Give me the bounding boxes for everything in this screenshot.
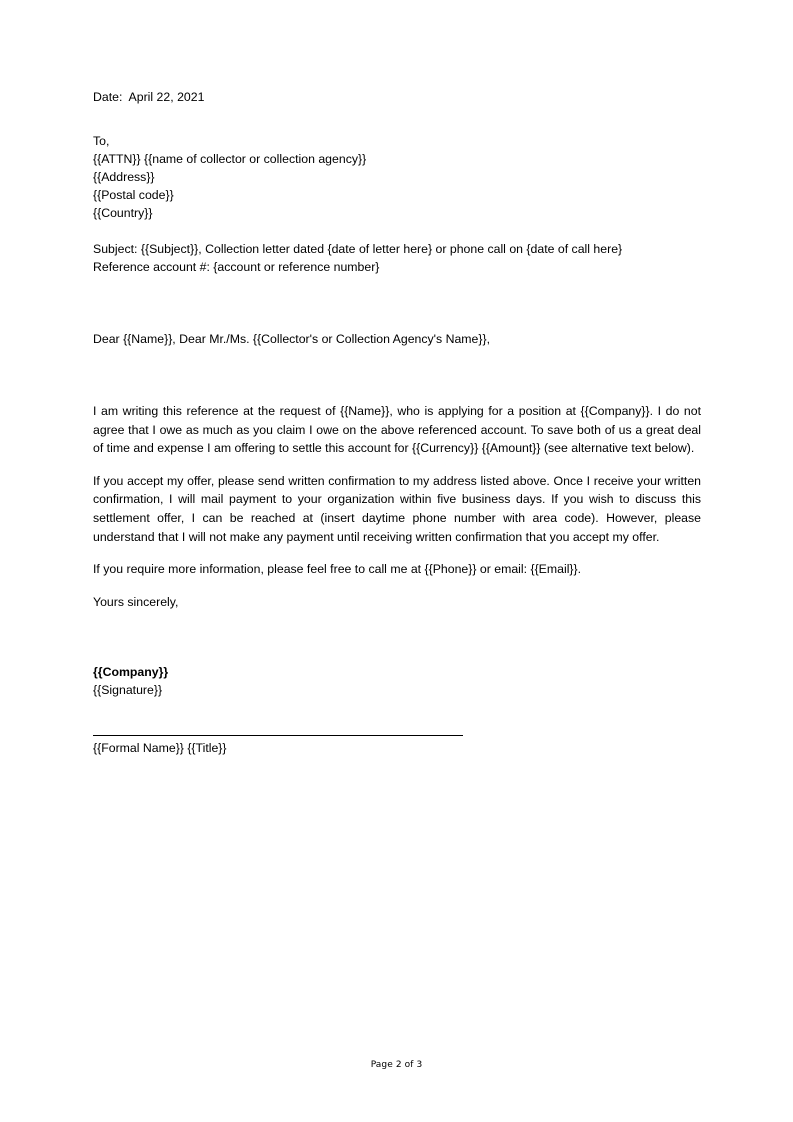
- recipient-salutation: To,: [93, 134, 110, 148]
- page-footer: Page 2 of 3: [370, 1060, 423, 1070]
- spacer-after-greeting: [93, 348, 701, 402]
- body-paragraph-3: If you require more information, please feel free to call me at {{Phone}} or email: {{Email}}.: [93, 562, 582, 577]
- spacer-after-recipient: [93, 222, 701, 240]
- spacer-before-signature-rule: [93, 699, 701, 735]
- reference-account-line: Reference account #: {account or reference number}: [93, 260, 380, 274]
- recipient-line-attn: {{ATTN}} {{name of collector or collection agency}}: [93, 152, 367, 166]
- subject-line: Subject: {{Subject}}, Collection letter dated {date of letter here} or phone call on {date of call here}: [93, 242, 623, 256]
- signature-placeholder: {{Signature}}: [93, 682, 163, 697]
- letter-body: [93, 88, 701, 757]
- spacer-after-date: [93, 106, 701, 132]
- spacer-before-greeting: [93, 276, 701, 330]
- body-paragraph-1: I am writing this reference at the request of {{Name}}, who is applying for a position at {{Company}}. I do not agree that I owe as much as you claim I owe on the above referenced account. To save both of us a great deal of time and expense I am offering to settle this account for {{Currency}} {{Amount}} (see alternative text below).: [93, 404, 701, 456]
- body-paragraph-2: If you accept my offer, please send written confirmation to my address listed above. Once I receive your written confirmation, I will mail payment to your organization within five business days. If you wish to discuss this settlement offer, I can be reached at (insert daytime phone number with area code). However, please understand that I will not make any payment until receiving written confirmation that you accept my offer.: [93, 473, 701, 544]
- recipient-line-address: {{Address}}: [93, 170, 155, 184]
- closing-line: Yours sincerely,: [93, 594, 179, 609]
- recipient-line-postal-code: {{Postal code}}: [93, 188, 174, 202]
- signature-company: {{Company}}: [93, 664, 169, 679]
- signature-name-title: {{Formal Name}} {{Title}}: [93, 740, 227, 755]
- greeting-line: Dear {{Name}}, Dear Mr./Ms. {{Collector's or Collection Agency's Name}},: [93, 332, 491, 346]
- recipient-line-country: {{Country}}: [93, 206, 153, 220]
- signature-rule: [93, 735, 463, 736]
- spacer-signature-area: [93, 611, 701, 663]
- date-line: Date: April 22, 2021: [93, 90, 205, 104]
